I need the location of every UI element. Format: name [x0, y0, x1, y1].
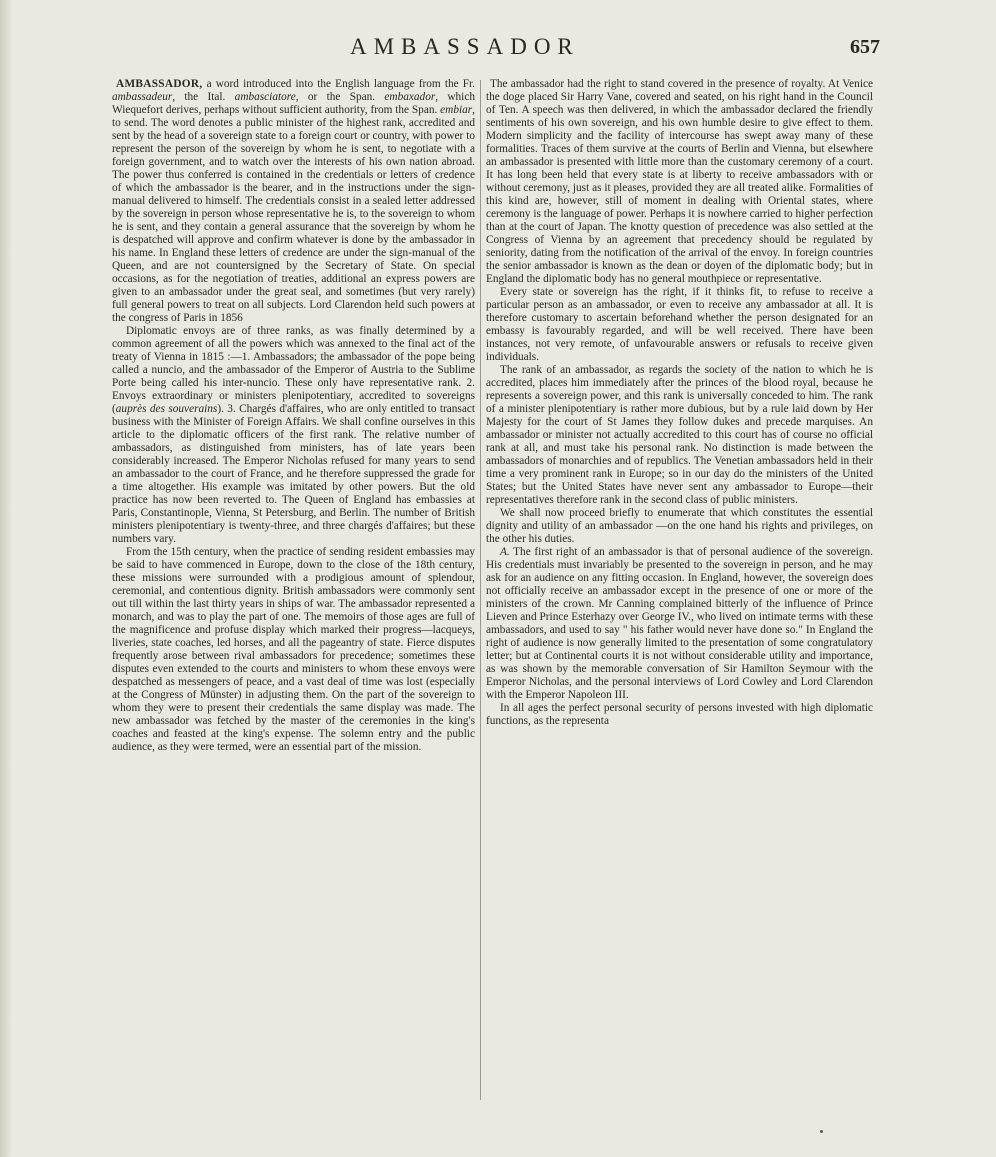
page-number: 657	[850, 36, 880, 58]
paragraph-ambassador-definition: AMBASSADOR, a word introduced into the English language from the Fr. ambassadeur, the Ital. ambasciatore, or the Span. embaxador, which Wiequefort derives, perhaps without sufficient authority, from the Span. embiar, to send. The word denotes a public minister of the highest rank, accredited and sent by the head of a sovereign state to a foreign court or country, with power to represent the person of the sovereign by whom he is sent, to negotiate with a foreign government, and to watch over the interests of his own nation abroad. The power thus conferred is contained in the credentials or letters of credence of which the ambassador is the bearer, and in the instructions under the sign-manual delivered to himself. The credentials consist in a sealed letter addressed by the sovereign in person whose representative he is, to the sovereign to whom he is sent, and they contain a general assurance that the sovereign by whom he is despatched will approve and confirm whatever is done by the ambassador in his name. In England these letters of credence are under the sign-manual of the Queen, and are not countersigned by the Secretary of State. On special occasions, as for the negotiation of treaties, additional an express powers are given to an ambassador under the great seal, and sometimes (but very rarely) full general powers to treat on all subjects. Lord Clarendon held such powers at the congress of Paris in 1856	[112, 78, 475, 324]
right-column	[486, 78, 873, 728]
left-column	[112, 78, 475, 754]
paragraph-enumerate: We shall now proceed briefly to enumerate that which constitutes the essential dignity and utility of an ambassador —on the one hand his rights and privileges, on the other his duties.	[486, 507, 873, 545]
paragraph-royalty: The ambassador had the right to stand covered in the presence of royalty. At Venice the doge placed Sir Harry Vane, covered and seated, on his right hand in the Council of Ten. A speech was then delivered, in which the ambassador declared the friendly sentiments of his own sovereign, and his own humble desire to give effect to them. Modern simplicity and the facility of intercourse has swept away many of these formalities. Traces of them survive at the courts of Berlin and Vienna, but elsewhere an ambassador is presented with little more than the customary ceremony of a court. It has long been held that every state is at liberty to receive ambassadors with or without ceremony, just as it pleases, provided they are all treated alike. Formalities of this kind are, however, still of moment in dealing with Oriental states, where ceremony is the language of power. Perhaps it is nowhere carried to higher perfection than at the court of Japan. The knotty question of precedence was also settled at the Congress of Vienna by an agreement that precedency should be regulated by seniority, dating from the notification of the arrival of the envoy. In foreign countries the senior ambassador is known as the dean or doyen of the diplomatic body; but in England the diplomatic body has no general mouthpiece or representative.	[486, 78, 873, 285]
paragraph-rank: The rank of an ambassador, as regards the society of the nation to which he is accredited, places him immediately after the princes of the blood royal, because he represents a sovereign power, and this rank is universally conceded to him. The rank of a minister plenipotentiary is rather more dubious, but by a rule laid down by Her Majesty for the court of St James they follow dukes and precede marquises. An ambassador or minister not actually accredited to this court has of course no official rank at all, and must take his personal rank. No distinction is made between the ambassadors of monarchies and of republics. The Venetian ambassadors held in their time a very prominent rank in Europe; so in our day do the ministers of the United States; but the United States have never sent any ambassador to Europe—their representatives therefore rank in the second class of public ministers.	[486, 364, 873, 506]
page-header	[110, 34, 880, 74]
column-divider	[480, 80, 481, 1100]
paragraph-security: In all ages the perfect personal security of persons invested with high diplomatic functions, as the representa	[486, 702, 873, 727]
paragraph-refusal: Every state or sovereign has the right, if it thinks fit, to refuse to receive a particular person as an ambassador, or even to receive any ambassador at all. It is therefore customary to ascertain beforehand whether the person designated for an embassy is favourably regarded, and will be well received. There have been instances, not very remote, of unfavourable answers or refusals to receive given individuals.	[486, 286, 873, 363]
entry-headword: AMBASSADOR,	[116, 78, 203, 90]
paragraph-diplomatic-ranks: Diplomatic envoys are of three ranks, as was finally determined by a common agreement of all the powers which was annexed to the final act of the treaty of Vienna in 1815 :—1. Ambassadors; the ambassador of the pope being called a nuncio, and the ambassador of the Emperor of Austria to the Sublime Porte being called his inter-nuncio. These only have representative rank. 2. Envoys extraordinary or ministers plenipotentiary, accredited to sovereigns (auprès des souverains). 3. Chargés d'affaires, who are only entitled to transact business with the Minister of Foreign Affairs. We shall confine ourselves in this article to the diplomatic officers of the first rank. The relative number of ambassadors, as distinguished from ministers, has of late years been considerably increased. The Emperor Nicholas refused for many years to send an ambassador to the court of France, and he therefore suppressed the grade for a time altogether. His example was imitated by other powers. But the old practice has now been reverted to. The Queen of England has embassies at Paris, Constantinople, Vienna, St Petersburg, and Berlin. The number of British ministers plenipotentiary is twenty-three, and three chargés d'affaires; but these numbers vary.	[112, 325, 475, 545]
paragraph-history: From the 15th century, when the practice of sending resident embassies may be said to have commenced in Europe, down to the close of the 18th century, these missions were surrounded with a prodigious amount of splendour, ceremonial, and contentious dignity. British ambassadors were commonly sent out till within the last thirty years in ships of war. The ambassador represented a monarch, and was to play the part of one. The memoirs of those ages are full of the magnificence and profuse display which marked their progress—lacqueys, liveries, state coaches, led horses, and all the pageantry of state. Fierce disputes frequently arose between rival ambassadors for precedence; sometimes these disputes even extended to the courts and ministers to whom these envoys were despatched as messengers of peace, and a vast deal of time was lost (especially at the Congress of Münster) in adjusting them. On the part of the sovereign to whom they were to present their credentials the same display was made. The new ambassador was fetched by the master of the ceremonies in the king's coaches and feasted at the king's expense. The solemn entry and the public audience, as they were termed, were an essential part of the mission.	[112, 546, 475, 753]
ink-speck	[820, 1130, 823, 1133]
page-gutter-shadow	[0, 0, 12, 1157]
paragraph-audience: A. The first right of an ambassador is that of personal audience of the sovereign. His credentials must invariably be presented to the sovereign in person, and he may ask for an audience on any fitting occasion. In England, however, the sovereign does not officially receive an ambassador except in the presence of one or more of the ministers of the crown. Mr Canning complained bitterly of the influence of Prince Lieven and Prince Esterhazy over George IV., who lived on intimate terms with these ambassadors, and used to say " his father would never have done so." In England the right of audience is now generally limited to the presentation of some congratulatory letter; but at Continental courts it is not without considerable utility and importance, as was shown by the memorable conversation of Sir Hamilton Seymour with the Emperor Nicholas, and the personal interviews of Lord Cowley and Lord Clarendon with the Emperor Napoleon III.	[486, 546, 873, 701]
running-title: AMBASSADOR	[350, 34, 580, 59]
